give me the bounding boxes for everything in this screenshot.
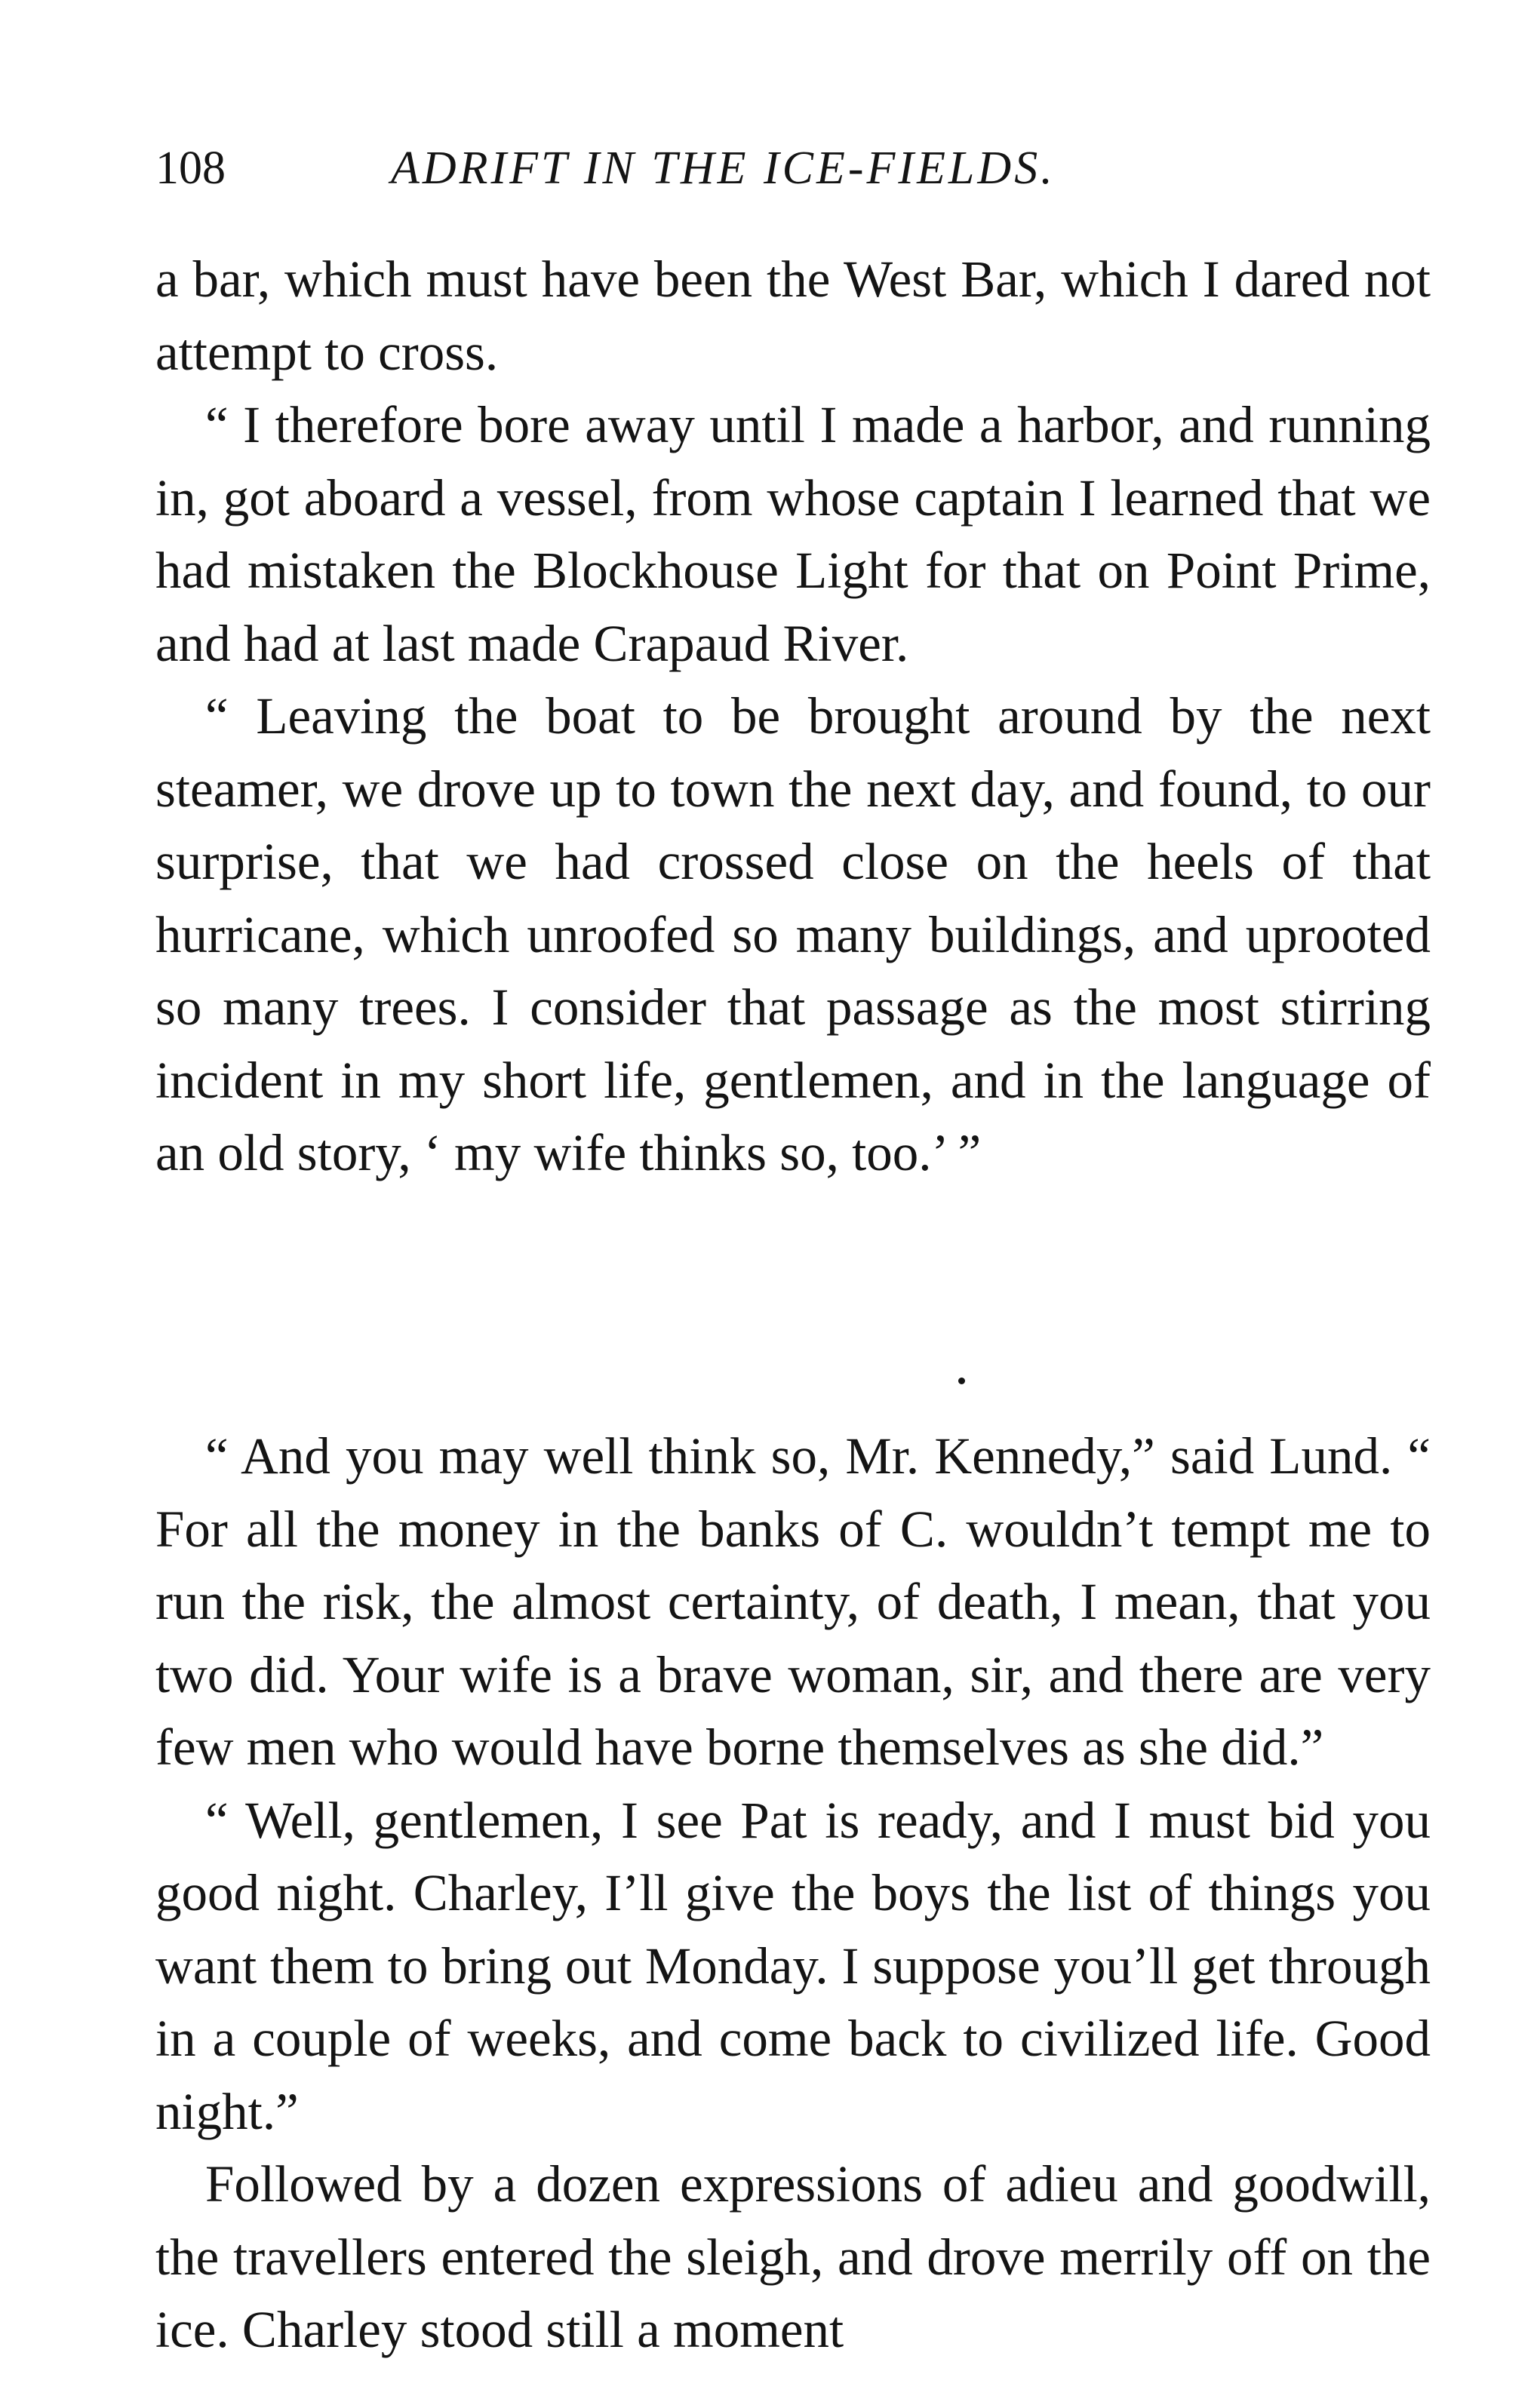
running-title: ADRIFT IN THE ICE-FIELDS. [391,143,1056,194]
running-header [155,134,1438,202]
paragraph-departure: Followed by a dozen expressions of adieu and goodwill, the travellers entered the sleigh, and drove merrily off on the ice. Charley stood still a moment [155,2155,1431,2358]
text-block-bottom [155,1420,1431,2367]
paragraph-steamer: “ Leaving the boat to be brought around by the next steamer, we drove up to town the next day, and found, to our surprise, that we had crossed close on the heels of that hurricane, which unroofed so many buildings, and uprooted so many trees. I consider that passage as the most stirring incident in my short life, gentlemen, and in the language of an old story, ‘ my wife thinks so, too.’ ” [155,687,1431,1181]
page-number: 108 [155,143,226,194]
section-break-mark [958,1378,965,1384]
paragraph-continued: a bar, which must have been the West Bar, which I dared not attempt to cross. [155,250,1431,381]
paragraph-harbor: “ I therefore bore away until I made a harbor, and running in, got aboard a vessel, from whose captain I learned that we had mistaken the Blockhouse Light for that on Point Prime, and had at last made Crapaud River. [155,396,1431,672]
paragraph-good-night: “ Well, gentlemen, I see Pat is ready, and I must bid you good night. Charley, I’ll give the boys the list of things you want them to bring out Monday. I suppose you’ll get through in a couple of weeks, and come back to civilized life. Good night.” [155,1791,1431,2140]
paragraph-lund: “ And you may well think so, Mr. Kennedy,” said Lund. “ For all the money in the banks of C. wouldn’t tempt me to run the risk, the almost certainty, of death, I mean, that you two did. Your wife is a brave woman, sir, and there are very few men who would have borne themselves as she did.” [155,1427,1431,1776]
text-block-top [155,243,1431,1190]
